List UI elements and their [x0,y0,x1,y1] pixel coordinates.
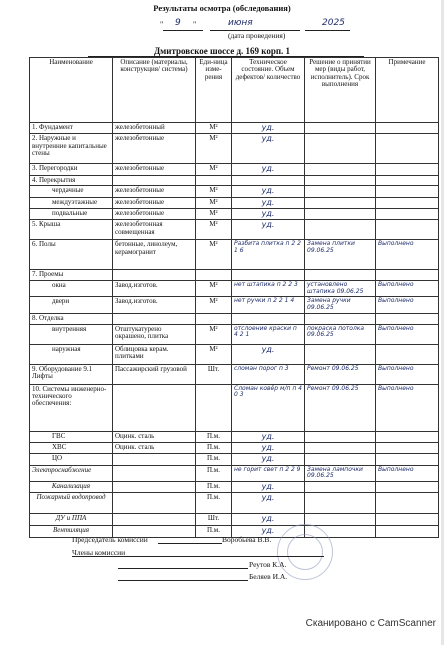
row-note [376,344,439,364]
row-unit: М² [196,220,232,240]
row-name: 6. Полы [30,240,113,270]
row-name: 9. Оборудование 9.1 Лифты [30,364,113,384]
row-decision [305,197,376,208]
row-state: уд. [232,443,305,454]
row-decision [305,134,376,164]
row-description [113,454,196,465]
row-state: уд. [232,197,305,208]
row-state: уд. [232,431,305,442]
member-name: Беляев И.А. [249,572,288,581]
row-description [113,514,196,525]
row-note [376,220,439,240]
row-note: Выполнено [376,297,439,313]
row-note: Выполнено [376,324,439,344]
row-description: железобетонные [113,186,196,197]
row-state: сломан порог п 3 [232,364,305,384]
table-row [30,123,439,134]
row-note [376,123,439,134]
row-note [376,313,439,324]
row-decision [305,443,376,454]
building-address: Дмитровское шоссе д. 169 корп. 1 [153,46,291,56]
row-state: уд. [232,454,305,465]
row-unit: М² [196,344,232,364]
row-unit [196,384,232,431]
row-description: железобетонные [113,164,196,175]
row-decision [305,270,376,281]
row-state: уд. [232,134,305,164]
table-row [30,364,439,384]
row-description: железобетонные [113,208,196,219]
inspection-document: Результаты осмотра (обследования) " 9 " июня 2025 (дата проведения) Дмитровское шоссе д. 169 корп. 1 Наименование Описание (материалы, конструкция/ система) Еди-ница изме-рения Техническое состояние. Объем дефектов/ количество Решение о принятии мер (виды работ, исполнитель). Срок выполнения Примечание 1. Фундамент железобетонный М² уд. 2. Наружные и внутренние капитальные стены железобетонные М² уд. 3. Перегородки железобетонные М² уд. 4. Перекрытия чердачные железобетонные М² уд. междуэтажные железобетонные М² уд. подвальные железобетонные М² уд. 5. Крыша железобетонная совмещенная М² уд. 6. Полы бетонные, линолеум, керамогранит М² Разбита плитка п 2 2 1 6 Замена плитки 09.06.25 Выполнено 7. Проемы окна Завод.изготов. М² нет штапика п 2 2 3 установлено штапика 09.06.25 Выполнено двери Завод.изготов. М² нет ручки п 2 2 1 4 Замена ручки 09.06.25 Выполнено 8. Отделка внутренняя Отштукатурено окрашено, плитка М² отслоение краски п 4 2 1 покраска потолка 09.06.25 Выполнено наружная Облицовка керам. плитками М² уд. 9. Оборудование 9.1 Лифты Пассажирский грузовой Шт. сломан порог п 3 Ремонт 09.06.25 Выполнено 10. Системы инженерно-технического обеспечения: Сломан ковёр м/п п 4 0 3 Ремонт 09.06.25 Выполнено ГВС Оцинк. сталь П.м. уд. ХВС Оцинк. сталь П.м. уд. ЦО П.м. уд. Электроснабжение П.м. не горит свет п 2 2 9 Замена лампочки 09.06.25 Выполнено Канализация П.м. уд. Пожарный водопровод П.м. уд. ДУ и ППА Шт. уд. Вентиляция П.м. уд. Председатель комиссии Воробьева В.В. Члены комиссии Реутов К.А. Беляев И.А. Сканировано с CamScanner [0,0,444,645]
row-state: нет ручки п 2 2 1 4 [232,297,305,313]
row-description: Отштукатурено окрашено, плитка [113,324,196,344]
row-decision [305,514,376,525]
member-name: Реутов К.А. [249,560,287,569]
row-decision [305,220,376,240]
row-description [113,175,196,185]
row-state: уд. [232,493,305,514]
row-state [232,313,305,324]
row-name: ГВС [30,431,113,442]
table-row [30,493,439,514]
row-unit: П.м. [196,525,232,537]
row-state: не горит свет п 2 2 9 [232,465,305,481]
row-name: 2. Наружные и внутренние капитальные стены [30,134,113,164]
row-decision [305,164,376,175]
row-name: 5. Крыша [30,220,113,240]
row-state: нет штапика п 2 2 3 [232,281,305,297]
row-description: Завод.изготов. [113,297,196,313]
row-note: Выполнено [376,364,439,384]
table-row [30,164,439,175]
table-row [30,270,439,281]
row-note [376,482,439,493]
month-underline [210,30,300,31]
row-state: отслоение краски п 4 2 1 [232,324,305,344]
row-decision [305,482,376,493]
row-state: уд. [232,514,305,525]
row-name: Вентиляция [30,525,113,537]
row-decision [305,431,376,442]
row-description [113,465,196,481]
row-state: уд. [232,525,305,537]
row-name: 10. Системы инженерно-технического обеспечения: [30,384,113,431]
row-name: Канализация [30,482,113,493]
row-note [376,134,439,164]
row-name: ДУ и ППА [30,514,113,525]
row-unit: М² [196,186,232,197]
row-name: 8. Отделка [30,313,113,324]
row-state: уд. [232,186,305,197]
row-note: Выполнено [376,240,439,270]
date-year: 2025 [322,18,345,28]
table-row [30,431,439,442]
column-header: Еди-ница изме-рения [196,58,232,123]
table-row [30,384,439,431]
row-note [376,443,439,454]
row-note [376,208,439,219]
column-header: Описание (материалы, конструкция/ система) [113,58,196,123]
row-name: подвальные [30,208,113,219]
row-unit [196,270,232,281]
row-description: железобетонный [113,123,196,134]
table-row [30,454,439,465]
row-decision [305,123,376,134]
member2-signature-line [118,580,248,581]
row-state [232,270,305,281]
date-day: 9 [175,18,181,28]
row-description: железобетонные [113,134,196,164]
row-decision: Замена плитки 09.06.25 [305,240,376,270]
row-name: 1. Фундамент [30,123,113,134]
row-unit: М² [196,164,232,175]
row-unit [196,175,232,185]
row-unit: М² [196,324,232,344]
row-unit: П.м. [196,431,232,442]
row-decision: Замена ручки 09.06.25 [305,297,376,313]
table-row [30,324,439,344]
row-note: Выполнено [376,384,439,431]
row-unit: Шт. [196,514,232,525]
table-row [30,186,439,197]
column-header: Примечание [376,58,439,123]
table-row [30,281,439,297]
row-unit: П.м. [196,493,232,514]
date-caption: (дата проведения) [228,31,286,40]
row-note [376,431,439,442]
row-note [376,493,439,514]
row-description: Облицовка керам. плитками [113,344,196,364]
row-decision: установлено штапика 09.06.25 [305,281,376,297]
row-state: уд. [232,164,305,175]
row-unit: М² [196,208,232,219]
row-decision: Ремонт 09.06.25 [305,384,376,431]
row-description: железобетонные [113,197,196,208]
row-state [232,175,305,185]
row-decision [305,344,376,364]
row-unit: М² [196,197,232,208]
table-row [30,208,439,219]
chair-label: Председатель комиссии [72,535,148,544]
row-unit: М² [196,123,232,134]
row-note: Выполнено [376,465,439,481]
row-unit: П.м. [196,482,232,493]
table-row [30,443,439,454]
scanner-watermark: Сканировано с CamScanner [305,618,436,629]
row-name: 4. Перекрытия [30,175,113,185]
row-description [113,313,196,324]
row-decision: Ремонт 09.06.25 [305,364,376,384]
row-unit: М² [196,297,232,313]
row-note [376,454,439,465]
table-row [30,514,439,525]
row-note [376,164,439,175]
table-row [30,240,439,270]
row-state: Разбита плитка п 2 2 1 6 [232,240,305,270]
row-note [376,270,439,281]
table-row [30,197,439,208]
row-state: уд. [232,123,305,134]
table-row [30,175,439,185]
year-underline [305,30,350,31]
row-unit: П.м. [196,443,232,454]
row-state: уд. [232,208,305,219]
chair-name: Воробьева В.В. [222,535,272,544]
row-description: Оцинк. сталь [113,443,196,454]
table-row [30,344,439,364]
row-unit: П.м. [196,454,232,465]
chair-signature-line [158,543,222,544]
row-description [113,384,196,431]
row-decision [305,186,376,197]
row-note [376,186,439,197]
row-decision: Замена лампочки 09.06.25 [305,465,376,481]
row-description: Оцинк. сталь [113,431,196,442]
row-decision [305,493,376,514]
row-name: ХВС [30,443,113,454]
document-title: Результаты осмотра (обследования) [153,3,291,13]
row-description: бетонные, линолеум, керамогранит [113,240,196,270]
row-name: Электроснабжение [30,465,113,481]
column-header: Техническое состояние. Объем дефектов/ количество [232,58,305,123]
row-state: уд. [232,220,305,240]
day-underline [163,30,203,31]
table-row [30,220,439,240]
row-name: наружная [30,344,113,364]
table-header-row [30,58,439,123]
members-line [72,556,324,557]
row-name: 3. Перегородки [30,164,113,175]
row-description: железобетонная совмещенная [113,220,196,240]
column-header: Решение о принятии мер (виды работ, исполнитель). Срок выполнения [305,58,376,123]
row-description [113,270,196,281]
row-state: Сломан ковёр м/п п 4 0 3 [232,384,305,431]
row-unit: П.м. [196,465,232,481]
row-note [376,197,439,208]
member1-signature-line [118,568,248,569]
row-decision [305,175,376,185]
row-description [113,482,196,493]
row-description: Завод.изготов. [113,281,196,297]
row-state: уд. [232,344,305,364]
members-label: Члены комиссии [72,548,126,557]
date-month: июня [228,18,253,28]
table-row [30,134,439,164]
row-decision [305,208,376,219]
row-note [376,514,439,525]
row-name: внутренняя [30,324,113,344]
table-row [30,313,439,324]
row-name: междуэтажные [30,197,113,208]
row-unit: Шт. [196,364,232,384]
row-name: двери [30,297,113,313]
row-name: чердачные [30,186,113,197]
row-description: Пассажирский грузовой [113,364,196,384]
row-name: Пожарный водопровод [30,493,113,514]
row-note [376,525,439,537]
row-decision [305,313,376,324]
inspection-table [29,57,439,538]
row-unit: М² [196,240,232,270]
column-header: Наименование [30,58,113,123]
row-note: Выполнено [376,281,439,297]
table-row [30,482,439,493]
row-note [376,175,439,185]
table-row [30,297,439,313]
row-unit: М² [196,134,232,164]
row-decision: покраска потолка 09.06.25 [305,324,376,344]
row-name: ЦО [30,454,113,465]
row-name: 7. Проемы [30,270,113,281]
row-unit: М² [196,281,232,297]
table-row [30,465,439,481]
row-decision [305,454,376,465]
row-name: окна [30,281,113,297]
row-state: уд. [232,482,305,493]
row-description [113,493,196,514]
row-unit [196,313,232,324]
